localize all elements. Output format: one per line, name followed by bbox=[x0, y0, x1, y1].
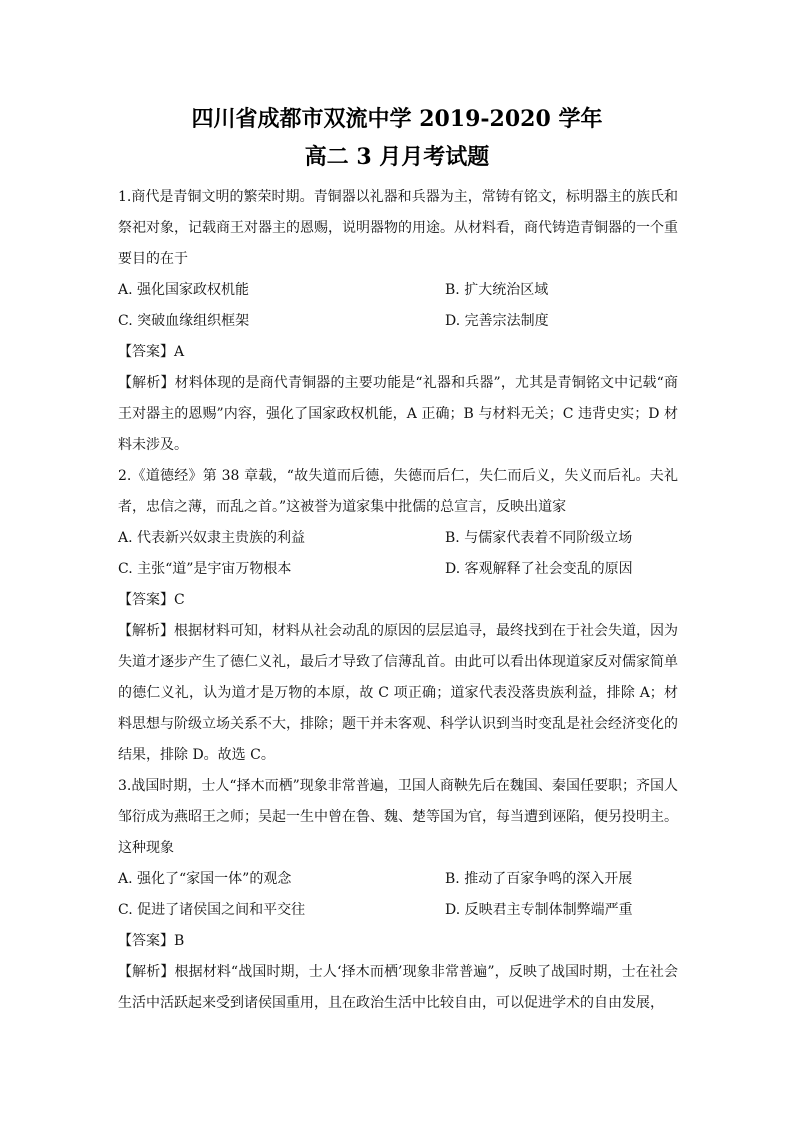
option-c: C. 主张“道”是宇宙万物根本 bbox=[118, 561, 292, 577]
document-title-line-1: 四川省成都市双流中学 2019-2020 学年 bbox=[191, 106, 603, 132]
option-a: A. 强化了“家国一体”的观念 bbox=[118, 871, 292, 887]
option-d: D. 客观解释了社会变乱的原因 bbox=[445, 561, 633, 577]
option-a: A. 代表新兴奴隶主贵族的利益 bbox=[118, 530, 306, 546]
question-2 bbox=[118, 461, 678, 771]
analysis-paragraph: 【解析】根据材料“战国时期，士人‘择木而栖’现象非常普遍”，反映了战国时期，士在社会生活中活跃起来受到诸侯国重用，且在政治生活中比较自由，可以促进学术的自由发展， bbox=[118, 964, 678, 1011]
questions-content bbox=[118, 182, 678, 1019]
analysis-paragraph: 【解析】材料体现的是商代青铜器的主要功能是“礼器和兵器”，尤其是青铜铭文中记载“商王对器主的恩赐”内容，强化了国家政权机能，A 正确；B 与材料无关；C 违背史实；D 材料未涉及。 bbox=[118, 375, 678, 453]
answer-line: 【答案】A bbox=[118, 344, 185, 360]
option-b: B. 与儒家代表着不同阶级立场 bbox=[445, 530, 633, 546]
option-row bbox=[118, 895, 678, 926]
question-stem: 3.战国时期，士人“择木而栖”现象非常普遍，卫国人商鞅先后在魏国、秦国任要职；齐国人邹衍成为燕昭王之师；吴起一生中曾在鲁、魏、楚等国为官，每当遭到诬陷，便另投明主。这种现象 bbox=[118, 778, 678, 856]
question-stem: 2.《道德经》第 38 章载，“故失道而后德，失德而后仁，失仁而后义，失义而后礼。夫礼者，忠信之薄，而乱之首。”这被誉为道家集中批儒的总宣言，反映出道家 bbox=[118, 468, 678, 515]
option-row bbox=[118, 864, 678, 895]
answer-line: 【答案】B bbox=[118, 933, 185, 949]
option-row bbox=[118, 306, 678, 337]
option-c: C. 促进了诸侯国之间和平交往 bbox=[118, 902, 306, 918]
option-c: C. 突破血缘组织框架 bbox=[118, 313, 250, 329]
document-title-line-2: 高二 3 月月考试题 bbox=[304, 144, 490, 170]
option-a: A. 强化国家政权机能 bbox=[118, 282, 250, 298]
answer-line: 【答案】C bbox=[118, 592, 185, 608]
option-b: B. 扩大统治区域 bbox=[445, 282, 549, 298]
option-d: D. 完善宗法制度 bbox=[445, 313, 549, 329]
question-stem: 1.商代是青铜文明的繁荣时期。青铜器以礼器和兵器为主，常铸有铭文，标明器主的族氏和祭祀对象，记载商王对器主的恩赐，说明器物的用途。从材料看，商代铸造青铜器的一个重要目的在于 bbox=[118, 189, 678, 267]
option-d: D. 反映君主专制体制弊端严重 bbox=[445, 902, 633, 918]
option-b: B. 推动了百家争鸣的深入开展 bbox=[445, 871, 633, 887]
option-row bbox=[118, 275, 678, 306]
question-1 bbox=[118, 182, 678, 461]
option-row bbox=[118, 554, 678, 585]
analysis-paragraph: 【解析】根据材料可知，材料从社会动乱的原因的层层追寻，最终找到在于社会失道，因为失道才逐步产生了德仁义礼，最后才导致了信薄乱首。由此可以看出体现道家反对儒家简单的德仁义礼，认为道才是万物的本原，故 C 项正确；道家代表没落贵族利益，排除 A；材料思想与阶级立场关系不大，排除；题干并未客观、科学认识到当时变乱是社会经济变化的结果，排除 D。故选 C。 bbox=[118, 623, 678, 763]
option-row bbox=[118, 523, 678, 554]
question-3 bbox=[118, 771, 678, 1019]
